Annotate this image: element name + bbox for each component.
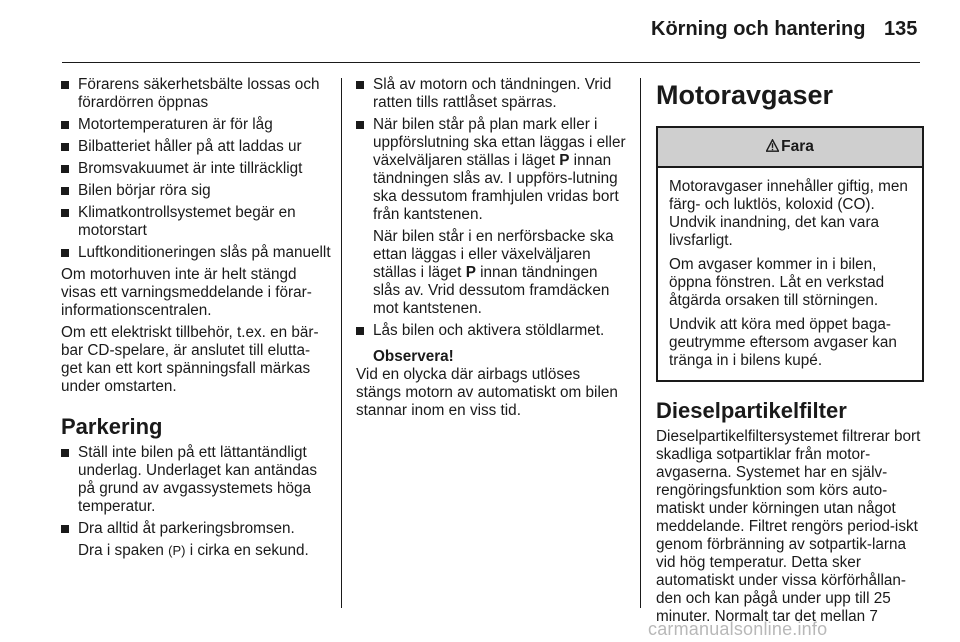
- column-divider-1: [341, 78, 342, 608]
- paragraph-accessory-voltage: Om ett elektriskt tillbehör, t.ex. en bär-bar CD-spelare, är anslutet till elutta-get kan ett kort spänningsfall märkas under omstarten.: [61, 324, 319, 395]
- paragraph-hood-warning: Om motorhuven inte är helt stängd visas ett varningsmeddelande i förar-informationscentralen.: [61, 266, 312, 319]
- list-item: Dra alltid åt parkeringsbromsen.: [61, 520, 331, 538]
- paragraph-dpf: Dieselpartikelfiltersystemet filtrerar bort skadliga sotpartiklar från motor-avgaserna. Systemet har en själv-rengöringsfunktion som körs auto-matiskt under körningen utan något meddelande. Filtret rengörs period-iskt genom förbränning av sotpartik-larna vid hög temperatur. Detta sker automatiskt under vissa körförhållan-den och kan pågå under upp till 25 minuter. Normalt tar det mellan 7: [656, 428, 921, 625]
- bullet-icon: [61, 187, 69, 195]
- section-heading-dpf: Dieselpartikelfilter: [656, 398, 847, 423]
- list-item: Förarens säkerhetsbälte lossas och förardörren öppnas: [61, 76, 331, 112]
- warning-triangle-icon: [766, 129, 779, 142]
- parking-brake-icon: (P): [168, 543, 186, 558]
- column-3: [656, 76, 924, 630]
- bullet-icon: [61, 249, 69, 257]
- list-item: Slå av motorn och tändningen. Vrid ratten tills rattlåset spärras.: [356, 76, 628, 112]
- note-label: Observera!: [373, 348, 454, 365]
- list-item: Motortemperaturen är för låg: [61, 116, 331, 134]
- bullet-icon: [61, 525, 69, 533]
- note-text: Vid en olycka där airbags utlöses stängs motorn av automatiskt om bilen stannar inom en viss tid.: [356, 366, 618, 419]
- warning-paragraph: Motoravgaser innehåller giftig, men färg- och luktlös, koloxid (CO). Undvik inandning, det kan vara livsfarligt.: [669, 178, 908, 249]
- danger-warning-box: [656, 126, 924, 382]
- column-2: [356, 76, 628, 424]
- bullet-icon: [61, 81, 69, 89]
- bullet-icon: [356, 121, 364, 129]
- list-item: Bilen börjar röra sig: [61, 182, 331, 200]
- section-heading-exhaust: Motoravgaser: [656, 80, 834, 110]
- bullet-icon: [61, 143, 69, 151]
- downhill-instruction: När bilen står i en nerförsbacke ska ettan läggas i eller växelväljaren ställas i läget P innan tändningen slås av. Vrid dessutom framdäcken mot kantstenen.: [373, 228, 614, 317]
- bullet-icon: [356, 327, 364, 335]
- section-heading-parking: Parkering: [61, 414, 163, 439]
- warning-paragraph: Undvik att köra med öppet baga-geutrymme eftersom avgaser kan tränga in i bilens kupé.: [669, 316, 897, 369]
- list-item: När bilen står på plan mark eller i uppförslutning ska ettan läggas i eller växelväljaren ställas i läget P innan tändningen slås av. I uppförs-lutning ska dessutom framhjulen vridas bort från kantstenen.: [356, 116, 628, 224]
- bullet-icon: [356, 81, 364, 89]
- watermark: carmanualsonline.info: [648, 619, 828, 639]
- list-item: Bilbatteriet håller på att laddas ur: [61, 138, 331, 156]
- warning-paragraph: Om avgaser kommer in i bilen, öppna fönstren. Låt en verkstad åtgärda orsaken till störningen.: [669, 256, 885, 309]
- warning-header: Fara: [658, 128, 922, 168]
- list-item: Luftkonditioneringen slås på manuellt: [61, 244, 331, 262]
- page-number: 135: [884, 18, 918, 40]
- bullet-icon: [61, 165, 69, 173]
- parking-brake-instruction: Dra i spaken (P) i cirka en sekund.: [78, 542, 309, 559]
- bullet-icon: [61, 209, 69, 217]
- bullet-icon: [61, 121, 69, 129]
- bullet-icon: [61, 449, 69, 457]
- column-1: [61, 76, 331, 564]
- list-item: Klimatkontrollsystemet begär en motorstart: [61, 204, 331, 240]
- column-divider-2: [640, 78, 641, 608]
- header-rule: [62, 62, 920, 63]
- note-block: [356, 348, 628, 420]
- list-item: Lås bilen och aktivera stöldlarmet.: [356, 322, 628, 340]
- list-item: Ställ inte bilen på ett lättantändligt underlag. Underlaget kan antändas på grund av avgassystemets höga temperatur.: [61, 444, 331, 516]
- warning-body: [658, 168, 922, 380]
- list-item: Bromsvakuumet är inte tillräckligt: [61, 160, 331, 178]
- page-header-title: Körning och hantering: [651, 18, 866, 40]
